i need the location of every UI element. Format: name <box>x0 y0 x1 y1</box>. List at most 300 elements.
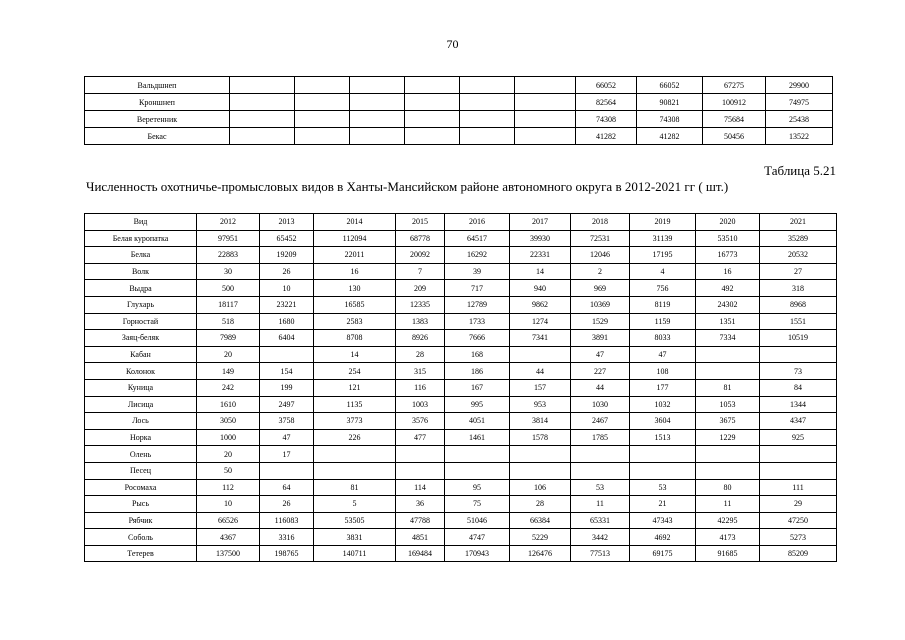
value-cell <box>571 446 630 463</box>
value-cell: 1344 <box>760 396 837 413</box>
value-cell <box>760 446 837 463</box>
value-cell: 20532 <box>760 247 837 264</box>
value-cell: 2497 <box>260 396 314 413</box>
table-row <box>85 94 833 111</box>
value-cell: 16 <box>314 263 396 280</box>
value-cell: 209 <box>396 280 445 297</box>
value-cell: 51046 <box>445 512 510 529</box>
value-cell: 477 <box>396 429 445 446</box>
value-cell: 4051 <box>445 413 510 430</box>
value-cell <box>510 462 571 479</box>
value-cell: 4692 <box>630 529 696 546</box>
value-cell: 81 <box>696 379 760 396</box>
value-cell: 1785 <box>571 429 630 446</box>
column-header: 2018 <box>571 214 630 231</box>
column-header: 2020 <box>696 214 760 231</box>
table-row <box>85 346 837 363</box>
value-cell <box>760 462 837 479</box>
species-cell: Заяц-беляк <box>85 330 197 347</box>
value-cell: 10 <box>260 280 314 297</box>
value-cell: 226 <box>314 429 396 446</box>
value-cell: 26 <box>260 496 314 513</box>
value-cell: 167 <box>445 379 510 396</box>
value-cell: 31139 <box>630 230 696 247</box>
table-row <box>85 479 837 496</box>
value-cell: 8968 <box>760 296 837 313</box>
value-cell: 1513 <box>630 429 696 446</box>
value-cell <box>260 346 314 363</box>
species-cell: Лось <box>85 413 197 430</box>
value-cell: 28 <box>510 496 571 513</box>
value-cell: 1680 <box>260 313 314 330</box>
value-cell: 1529 <box>571 313 630 330</box>
value-cell: 74308 <box>576 111 637 128</box>
table-row <box>85 363 837 380</box>
value-cell: 4 <box>630 263 696 280</box>
value-cell: 315 <box>396 363 445 380</box>
value-cell: 16292 <box>445 247 510 264</box>
value-cell <box>571 462 630 479</box>
value-cell: 1351 <box>696 313 760 330</box>
value-cell <box>350 111 405 128</box>
column-header: 2019 <box>630 214 696 231</box>
value-cell: 81 <box>314 479 396 496</box>
value-cell: 75 <box>445 496 510 513</box>
value-cell: 17 <box>260 446 314 463</box>
value-cell: 91685 <box>696 545 760 562</box>
value-cell: 186 <box>445 363 510 380</box>
value-cell: 44 <box>510 363 571 380</box>
value-cell <box>445 462 510 479</box>
value-cell: 130 <box>314 280 396 297</box>
value-cell: 12335 <box>396 296 445 313</box>
value-cell: 8033 <box>630 330 696 347</box>
value-cell: 84 <box>760 379 837 396</box>
value-cell: 198765 <box>260 545 314 562</box>
table-row <box>85 462 837 479</box>
value-cell: 66052 <box>637 77 703 94</box>
table-row <box>85 247 837 264</box>
species-cell: Глухарь <box>85 296 197 313</box>
value-cell: 112 <box>197 479 260 496</box>
value-cell: 13522 <box>766 128 833 145</box>
value-cell: 50 <box>197 462 260 479</box>
value-cell: 67275 <box>703 77 766 94</box>
value-cell: 940 <box>510 280 571 297</box>
value-cell: 41282 <box>576 128 637 145</box>
value-cell: 97951 <box>197 230 260 247</box>
table-row <box>85 296 837 313</box>
value-cell <box>350 77 405 94</box>
value-cell: 254 <box>314 363 396 380</box>
value-cell: 3604 <box>630 413 696 430</box>
value-cell: 1135 <box>314 396 396 413</box>
value-cell: 518 <box>197 313 260 330</box>
value-cell: 29900 <box>766 77 833 94</box>
value-cell: 10519 <box>760 330 837 347</box>
species-cell: Кабан <box>85 346 197 363</box>
value-cell <box>445 446 510 463</box>
value-cell: 23221 <box>260 296 314 313</box>
value-cell <box>350 128 405 145</box>
value-cell: 168 <box>445 346 510 363</box>
value-cell <box>295 111 350 128</box>
value-cell: 16 <box>696 263 760 280</box>
value-cell: 25438 <box>766 111 833 128</box>
value-cell: 1551 <box>760 313 837 330</box>
species-cell: Норка <box>85 429 197 446</box>
value-cell: 41282 <box>637 128 703 145</box>
value-cell <box>510 346 571 363</box>
value-cell <box>350 94 405 111</box>
table-row <box>85 263 837 280</box>
value-cell: 3758 <box>260 413 314 430</box>
value-cell: 1578 <box>510 429 571 446</box>
column-header: 2021 <box>760 214 837 231</box>
value-cell: 17195 <box>630 247 696 264</box>
species-cell: Выдра <box>85 280 197 297</box>
value-cell: 116083 <box>260 512 314 529</box>
column-header: Вид <box>85 214 197 231</box>
header-row <box>85 214 837 231</box>
value-cell: 6404 <box>260 330 314 347</box>
species-cell: Колонок <box>85 363 197 380</box>
value-cell <box>460 77 515 94</box>
value-cell: 39930 <box>510 230 571 247</box>
value-cell: 66526 <box>197 512 260 529</box>
value-cell: 925 <box>760 429 837 446</box>
species-cell: Вальдшнеп <box>85 77 230 94</box>
value-cell: 64 <box>260 479 314 496</box>
species-cell: Олень <box>85 446 197 463</box>
value-cell: 169484 <box>396 545 445 562</box>
value-cell: 5273 <box>760 529 837 546</box>
value-cell <box>630 462 696 479</box>
table-row <box>85 545 837 562</box>
species-cell: Соболь <box>85 529 197 546</box>
value-cell <box>510 446 571 463</box>
value-cell: 1159 <box>630 313 696 330</box>
value-cell: 7334 <box>696 330 760 347</box>
table-row <box>85 77 833 94</box>
value-cell: 42295 <box>696 512 760 529</box>
value-cell <box>396 446 445 463</box>
value-cell: 1461 <box>445 429 510 446</box>
value-cell: 149 <box>197 363 260 380</box>
value-cell: 47250 <box>760 512 837 529</box>
value-cell: 47 <box>260 429 314 446</box>
table-row <box>85 128 833 145</box>
value-cell: 8119 <box>630 296 696 313</box>
value-cell: 9862 <box>510 296 571 313</box>
value-cell: 2583 <box>314 313 396 330</box>
value-cell: 500 <box>197 280 260 297</box>
value-cell: 68778 <box>396 230 445 247</box>
value-cell: 95 <box>445 479 510 496</box>
value-cell: 80 <box>696 479 760 496</box>
value-cell <box>460 111 515 128</box>
value-cell: 4747 <box>445 529 510 546</box>
value-cell: 4347 <box>760 413 837 430</box>
value-cell: 11 <box>571 496 630 513</box>
species-cell: Лисица <box>85 396 197 413</box>
value-cell: 8926 <box>396 330 445 347</box>
species-cell: Тетерев <box>85 545 197 562</box>
value-cell: 3576 <box>396 413 445 430</box>
value-cell: 82564 <box>576 94 637 111</box>
value-cell: 170943 <box>445 545 510 562</box>
value-cell: 3316 <box>260 529 314 546</box>
value-cell: 177 <box>630 379 696 396</box>
value-cell <box>696 462 760 479</box>
value-cell: 4173 <box>696 529 760 546</box>
value-cell: 35289 <box>760 230 837 247</box>
table-row <box>85 396 837 413</box>
value-cell: 29 <box>760 496 837 513</box>
value-cell: 1610 <box>197 396 260 413</box>
table-row <box>85 529 837 546</box>
value-cell: 44 <box>571 379 630 396</box>
value-cell: 121 <box>314 379 396 396</box>
table-row <box>85 280 837 297</box>
species-cell: Кроншнеп <box>85 94 230 111</box>
value-cell: 116 <box>396 379 445 396</box>
species-cell: Песец <box>85 462 197 479</box>
value-cell: 137500 <box>197 545 260 562</box>
value-cell <box>405 128 460 145</box>
value-cell: 73 <box>760 363 837 380</box>
value-cell: 30 <box>197 263 260 280</box>
value-cell: 53 <box>571 479 630 496</box>
value-cell <box>260 462 314 479</box>
value-cell: 5229 <box>510 529 571 546</box>
value-cell: 36 <box>396 496 445 513</box>
value-cell: 1229 <box>696 429 760 446</box>
value-cell: 20 <box>197 346 260 363</box>
value-cell: 1032 <box>630 396 696 413</box>
value-cell: 7341 <box>510 330 571 347</box>
value-cell: 3831 <box>314 529 396 546</box>
value-cell <box>696 446 760 463</box>
value-cell <box>295 77 350 94</box>
value-cell <box>314 462 396 479</box>
value-cell <box>515 94 576 111</box>
table-row <box>85 429 837 446</box>
value-cell: 53510 <box>696 230 760 247</box>
value-cell: 1000 <box>197 429 260 446</box>
value-cell <box>515 128 576 145</box>
species-cell: Рысь <box>85 496 197 513</box>
value-cell: 1733 <box>445 313 510 330</box>
species-cell: Бекас <box>85 128 230 145</box>
value-cell: 20092 <box>396 247 445 264</box>
value-cell: 995 <box>445 396 510 413</box>
value-cell: 1383 <box>396 313 445 330</box>
value-cell <box>396 462 445 479</box>
column-header: 2015 <box>396 214 445 231</box>
species-cell: Горностай <box>85 313 197 330</box>
value-cell <box>696 346 760 363</box>
value-cell <box>230 111 295 128</box>
value-cell: 2 <box>571 263 630 280</box>
table-number: Таблица 5.21 <box>764 163 836 178</box>
value-cell: 114 <box>396 479 445 496</box>
value-cell: 717 <box>445 280 510 297</box>
value-cell: 66384 <box>510 512 571 529</box>
value-cell: 112094 <box>314 230 396 247</box>
value-cell: 47788 <box>396 512 445 529</box>
value-cell <box>230 128 295 145</box>
value-cell: 157 <box>510 379 571 396</box>
value-cell: 1003 <box>396 396 445 413</box>
continued-table <box>84 76 833 145</box>
value-cell: 2467 <box>571 413 630 430</box>
species-cell: Веретенник <box>85 111 230 128</box>
value-cell: 108 <box>630 363 696 380</box>
value-cell: 3891 <box>571 330 630 347</box>
value-cell: 126476 <box>510 545 571 562</box>
value-cell: 227 <box>571 363 630 380</box>
value-cell: 20 <box>197 446 260 463</box>
value-cell: 22883 <box>197 247 260 264</box>
value-cell: 47 <box>571 346 630 363</box>
value-cell: 85209 <box>760 545 837 562</box>
value-cell: 106 <box>510 479 571 496</box>
value-cell: 4367 <box>197 529 260 546</box>
value-cell: 3814 <box>510 413 571 430</box>
value-cell: 22011 <box>314 247 396 264</box>
value-cell: 111 <box>760 479 837 496</box>
value-cell: 14 <box>510 263 571 280</box>
value-cell <box>314 446 396 463</box>
page-number: 70 <box>446 37 459 51</box>
table-row <box>85 379 837 396</box>
species-cell: Белка <box>85 247 197 264</box>
column-header: 2013 <box>260 214 314 231</box>
value-cell: 21 <box>630 496 696 513</box>
value-cell <box>405 77 460 94</box>
value-cell <box>405 94 460 111</box>
value-cell: 47 <box>630 346 696 363</box>
value-cell <box>460 94 515 111</box>
value-cell <box>760 346 837 363</box>
value-cell: 47343 <box>630 512 696 529</box>
value-cell: 199 <box>260 379 314 396</box>
value-cell: 18117 <box>197 296 260 313</box>
value-cell: 27 <box>760 263 837 280</box>
table-title: Численность охотничье-промысловых видов в Ханты-Мансийском районе автономного округа в 2012-2021 гг ( шт.) <box>86 179 729 194</box>
table-row <box>85 496 837 513</box>
table-row <box>85 330 837 347</box>
value-cell: 16585 <box>314 296 396 313</box>
value-cell: 90821 <box>637 94 703 111</box>
value-cell: 7666 <box>445 330 510 347</box>
value-cell: 969 <box>571 280 630 297</box>
value-cell: 1030 <box>571 396 630 413</box>
value-cell: 953 <box>510 396 571 413</box>
value-cell: 10 <box>197 496 260 513</box>
value-cell: 3050 <box>197 413 260 430</box>
column-header: 2016 <box>445 214 510 231</box>
table-row <box>85 230 837 247</box>
value-cell: 53 <box>630 479 696 496</box>
value-cell <box>515 111 576 128</box>
value-cell: 10369 <box>571 296 630 313</box>
species-cell: Росомаха <box>85 479 197 496</box>
value-cell: 12046 <box>571 247 630 264</box>
species-cell: Белая куропатка <box>85 230 197 247</box>
value-cell: 16773 <box>696 247 760 264</box>
value-cell <box>405 111 460 128</box>
value-cell: 242 <box>197 379 260 396</box>
value-cell: 53505 <box>314 512 396 529</box>
value-cell: 154 <box>260 363 314 380</box>
value-cell: 140711 <box>314 545 396 562</box>
species-cell: Волк <box>85 263 197 280</box>
value-cell: 64517 <box>445 230 510 247</box>
value-cell: 74308 <box>637 111 703 128</box>
value-cell <box>295 128 350 145</box>
value-cell: 22331 <box>510 247 571 264</box>
value-cell: 39 <box>445 263 510 280</box>
table-row <box>85 446 837 463</box>
value-cell: 8708 <box>314 330 396 347</box>
column-header: 2017 <box>510 214 571 231</box>
value-cell: 28 <box>396 346 445 363</box>
value-cell: 12789 <box>445 296 510 313</box>
value-cell <box>230 94 295 111</box>
value-cell: 756 <box>630 280 696 297</box>
value-cell: 50456 <box>703 128 766 145</box>
population-table <box>84 213 837 562</box>
column-header: 2012 <box>197 214 260 231</box>
value-cell: 3675 <box>696 413 760 430</box>
value-cell: 492 <box>696 280 760 297</box>
value-cell: 74975 <box>766 94 833 111</box>
value-cell: 5 <box>314 496 396 513</box>
value-cell: 72531 <box>571 230 630 247</box>
table-row <box>85 512 837 529</box>
value-cell <box>295 94 350 111</box>
value-cell: 14 <box>314 346 396 363</box>
value-cell: 4851 <box>396 529 445 546</box>
table-row <box>85 313 837 330</box>
value-cell: 26 <box>260 263 314 280</box>
value-cell: 75684 <box>703 111 766 128</box>
value-cell: 7 <box>396 263 445 280</box>
value-cell <box>696 363 760 380</box>
value-cell: 318 <box>760 280 837 297</box>
value-cell: 66052 <box>576 77 637 94</box>
value-cell: 3773 <box>314 413 396 430</box>
species-cell: Куница <box>85 379 197 396</box>
value-cell: 11 <box>696 496 760 513</box>
value-cell: 24302 <box>696 296 760 313</box>
value-cell: 100912 <box>703 94 766 111</box>
value-cell: 3442 <box>571 529 630 546</box>
value-cell <box>630 446 696 463</box>
column-header: 2014 <box>314 214 396 231</box>
value-cell: 77513 <box>571 545 630 562</box>
value-cell: 19209 <box>260 247 314 264</box>
value-cell <box>515 77 576 94</box>
table-row <box>85 413 837 430</box>
table-row <box>85 111 833 128</box>
value-cell: 65452 <box>260 230 314 247</box>
value-cell: 65331 <box>571 512 630 529</box>
value-cell: 69175 <box>630 545 696 562</box>
value-cell: 1053 <box>696 396 760 413</box>
